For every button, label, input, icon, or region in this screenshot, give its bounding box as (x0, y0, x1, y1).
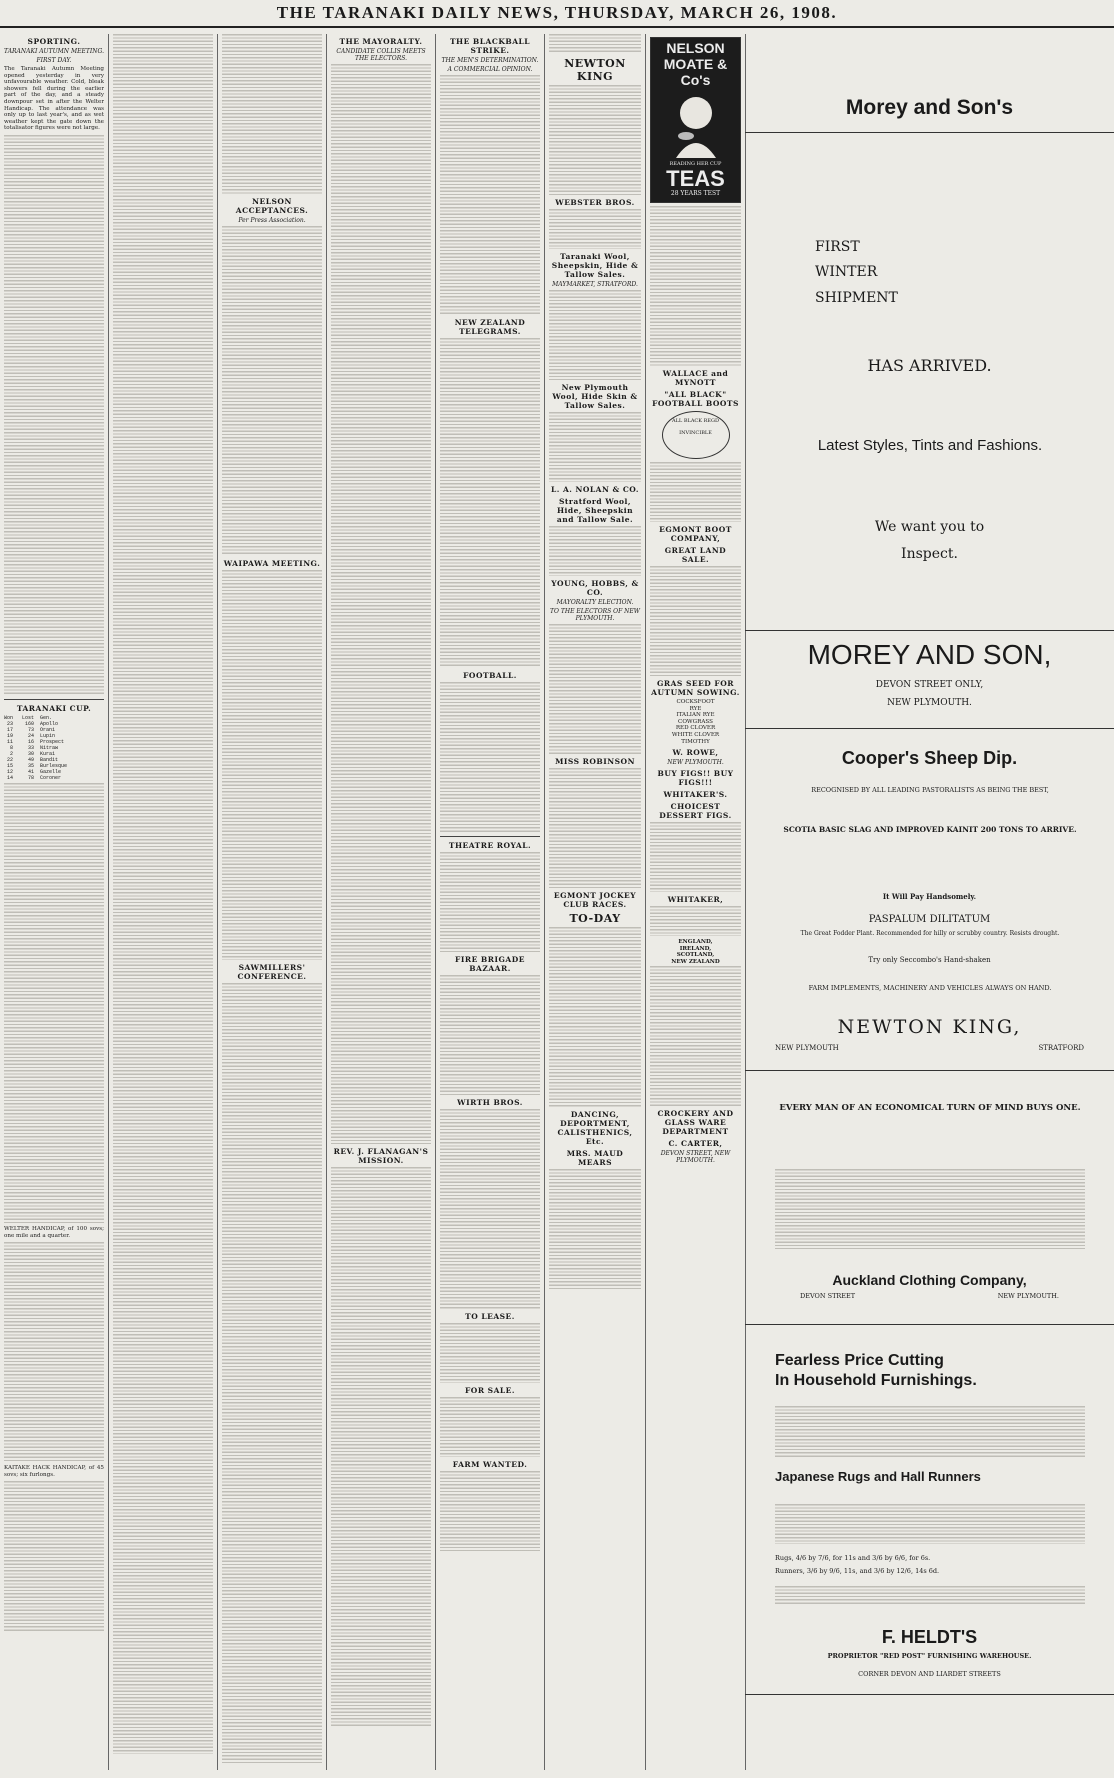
stratford-wool-heading: Stratford Wool, Hide, Sheepskin and Tallow Sale. (556, 497, 634, 524)
seed-item: RYE (689, 705, 702, 712)
day-label: FIRST DAY. (36, 57, 72, 64)
heldt-sub: PROPRIETOR "RED POST" FURNISHING WAREHOUSE. (827, 1652, 1032, 1660)
pays-line: It Will Pay Handsomely. (882, 892, 977, 901)
boot-text (650, 462, 741, 522)
scotia-line: SCOTIA BASIC SLAG AND IMPROVED KAINIT 200 TONS TO ARRIVE. (783, 825, 1077, 834)
column-mayoralty (331, 34, 431, 1770)
carter-heading: C. CARTER, (668, 1138, 723, 1148)
fodder-line: The Great Fodder Plant. Recommended for hilly or scrubby country. Resists drought. (800, 930, 1060, 937)
stratford-text (549, 526, 641, 576)
seed-item: ITALIAN RYE (676, 712, 715, 719)
nelson-heading: NELSON ACCEPTANCES. (235, 197, 309, 215)
country: SCOTLAND, (676, 952, 715, 959)
whitaker2: WHITAKER, (667, 895, 724, 905)
seed-item: WHITE CLOVER (671, 731, 720, 738)
country-list (650, 939, 741, 965)
divider (745, 630, 1114, 631)
divider (4, 699, 104, 700)
fire-heading: FIRE BRIGADE BAZAAR. (455, 955, 525, 973)
theatre-text (440, 852, 540, 952)
economical-text (775, 1169, 1085, 1249)
column-rule (108, 34, 109, 1770)
years-test: 28 YEARS TEST (670, 190, 721, 198)
mission-heading: REV. J. FLANAGAN'S MISSION. (333, 1147, 429, 1165)
seed-item: TIMOTHY (681, 738, 710, 745)
welter-heading: WELTER HANDICAP, of 100 sovs; one mile and a quarter. (4, 1225, 104, 1239)
waipawa-text (222, 570, 322, 960)
divider (745, 132, 1114, 133)
teas-label: TEAS (666, 166, 725, 192)
economical-line: EVERY MAN OF AN ECONOMICAL TURN OF MIND BUYS ONE. (779, 1103, 1081, 1113)
robinson-heading: MISS ROBINSON (555, 757, 635, 766)
lease-text (440, 1323, 540, 1383)
maymarket: MAYMARKET, STRATFORD. (552, 281, 638, 288)
divider (745, 1694, 1114, 1695)
kaitake-text (4, 1481, 104, 1631)
race-results-text (4, 135, 104, 695)
column-rule (645, 34, 646, 1770)
morey-son: MOREY AND SON, (807, 639, 1052, 670)
household-heading: In Household Furnishings. (775, 1372, 977, 1389)
cooper-heading: Cooper's Sheep Dip. (841, 748, 1018, 768)
masthead-title: THE TARANAKI DAILY NEWS, THURSDAY, MARCH 26, 1908. (276, 3, 838, 22)
mayoralty-heading: THE MAYORALTY. (339, 37, 423, 46)
country: ENGLAND, (678, 939, 713, 946)
egmont-heading: EGMONT BOOT COMPANY, (659, 525, 732, 543)
sawmillers-text (222, 983, 322, 1763)
np-wool-text (549, 412, 641, 482)
column-rule (435, 34, 436, 1770)
sporting-lead: The Taranaki Autumn Meeting opened yesterday in very unfavourable weather. Cold, bleak showers fell during the earlier part of the day, and a steady downpour set in after the Welter Handicap. The attendance was only up to last year's, and as wet weather kept the gate down the totalisator figures were not large. (4, 66, 104, 132)
corner-line: CORNER DEVON AND LIARDET STREETS (858, 1670, 1001, 1678)
nk-stratford: STRATFORD (1038, 1044, 1084, 1052)
figs-text (650, 822, 741, 892)
column-rule (217, 34, 218, 1770)
shipment-word: SHIPMENT (815, 290, 898, 306)
webster-heading: WEBSTER BROS. (555, 198, 635, 207)
wirth-heading: WIRTH BROS. (457, 1098, 523, 1107)
column-text (222, 34, 322, 194)
divider (745, 1324, 1114, 1325)
newton-king-big: NEWTON KING, (837, 1016, 1022, 1038)
rowe-location: NEW PLYMOUTH. (667, 759, 724, 767)
telegrams-heading: NEW ZEALAND TELEGRAMS. (454, 318, 526, 336)
press-assoc: Per Press Association. (238, 217, 306, 224)
furnishings-text (775, 1406, 1085, 1458)
country: IRELAND, (679, 945, 712, 952)
np-line: NEW PLYMOUTH. (887, 698, 972, 708)
runners-price: Runners, 3/6 by 9/6, 11s, and 3/6 by 12/6, 14s 6d. (775, 1567, 940, 1575)
inspect-line: Inspect. (901, 546, 958, 562)
blackball-sub2: A COMMERCIAL OPINION. (447, 66, 533, 73)
nelson-ad-title: NELSON MOATE & Co's (663, 40, 728, 88)
sawmillers-heading: SAWMILLERS' CONFERENCE. (237, 963, 307, 981)
whitaker-text (650, 906, 741, 936)
electors-text (549, 624, 641, 754)
electors-heading: TO THE ELECTORS OF NEW PLYMOUTH. (550, 608, 640, 622)
blackball-heading: THE BLACKBALL STRIKE. (449, 37, 531, 55)
mayoralty-text (331, 64, 431, 1144)
all-black-badge (662, 411, 730, 459)
morey-title: Morey and Son's (845, 96, 1014, 119)
racing-text (113, 34, 213, 1754)
badge-text: ALL BLACK REGD INVINCIBLE (671, 418, 719, 436)
seed-item: COWGRASS (678, 718, 713, 725)
football-text (440, 682, 540, 832)
dessert-figs: CHOICEST DESSERT FIGS. (659, 802, 732, 821)
recognised-line: RECOGNISED BY ALL LEADING PASTORALISTS AS BEING THE BEST, (811, 786, 1049, 794)
young-heading: YOUNG, HOBBS, & CO. (551, 579, 639, 597)
rugs-price: Rugs, 4/6 by 7/6, for 11s and 3/6 by 6/6, for 6s. (775, 1554, 931, 1562)
sporting-heading: SPORTING. (27, 37, 81, 46)
rugs-text (775, 1504, 1085, 1544)
rowe-heading: W. ROWE, (672, 748, 719, 758)
first-word: FIRST (815, 239, 860, 255)
auckland-np: NEW PLYMOUTH. (997, 1292, 1059, 1300)
seccombo-line: Try only Seccombo's Hand-shaken (868, 956, 991, 964)
want-line: We want you to (874, 519, 985, 535)
paspalum-heading: PASPALUM DILITATUM (868, 914, 991, 925)
column-racing-2 (113, 34, 213, 1770)
nelson-text (222, 226, 322, 556)
football-heading: FOOTBALL. (463, 671, 517, 680)
dancing-heading: DANCING, DEPORTMENT, CALISTHENICS, Etc. (557, 1110, 633, 1146)
today-heading: TO-DAY (569, 912, 621, 925)
masthead (0, 0, 1114, 28)
column-news-3 (222, 34, 322, 1770)
carter-location: DEVON STREET, NEW PLYMOUTH. (660, 1149, 731, 1164)
figs-heading: BUY FIGS!! BUY FIGS!!! (657, 769, 734, 788)
newton-king-heading: NEWTON KING (564, 57, 626, 83)
japanese-heading: Japanese Rugs and Hall Runners (775, 1469, 981, 1484)
sale-heading: FOR SALE. (464, 1386, 516, 1395)
crockery-heading: CROCKERY AND GLASS WARE DEPARTMENT (657, 1108, 734, 1136)
small-ads-text (650, 206, 741, 366)
mayoral-heading: MAYORALTY ELECTION. (556, 599, 634, 606)
nelson-moate-ad (650, 37, 741, 203)
wool-heading: Taranaki Wool, Sheepskin, Hide & Tallow Sales. (551, 252, 639, 279)
column-sporting (4, 34, 104, 1770)
farm-text (440, 1471, 540, 1551)
all-black-heading: "ALL BLACK" FOOTBALL BOOTS (652, 390, 739, 408)
meeting-title: TARANAKI AUTUMN MEETING. (4, 48, 104, 55)
newton-text (549, 85, 641, 195)
blackball-sub: THE MEN'S DETERMINATION. (441, 57, 539, 64)
farm-heading: FARM WANTED. (452, 1460, 528, 1469)
column-ads-6 (549, 34, 641, 1770)
mayoralty-sub: CANDIDATE COLLIS MEETS THE ELECTORS. (336, 48, 426, 62)
land-sale-heading: GREAT LAND SALE. (664, 546, 727, 564)
country: NEW ZEALAND (671, 958, 720, 965)
nolan-heading: L. A. NOLAN & CO. (550, 485, 640, 494)
lease-heading: TO LEASE. (465, 1312, 515, 1321)
grass-seed-heading: GRAS SEED FOR AUTUMN SOWING. (651, 679, 740, 697)
import-text (650, 966, 741, 1106)
column-display-ads (745, 34, 1114, 1770)
wool-text (549, 290, 641, 380)
wallace-heading: WALLACE and MYNOTT (662, 369, 729, 387)
mears-heading: MRS. MAUD MEARS (566, 1149, 624, 1167)
whitaker-heading: WHITAKER'S. (663, 790, 728, 800)
np-wool-heading: New Plymouth Wool, Hide Skin & Tallow Sales. (552, 383, 638, 410)
column-blackball (440, 34, 540, 1770)
column-rule (544, 34, 545, 1770)
seed-item: RED CLOVER (675, 725, 716, 732)
jockey-text (549, 927, 641, 1107)
sale-text (440, 1397, 540, 1457)
auckland-devon: DEVON STREET (800, 1292, 856, 1300)
divider (745, 728, 1114, 729)
ad-text (549, 34, 641, 54)
auckland-heading: Auckland Clothing Company, (832, 1272, 1027, 1288)
wirth-text (440, 1109, 540, 1309)
tea-lady-illustration (656, 88, 736, 158)
nk-newplymouth: NEW PLYMOUTH (775, 1044, 839, 1052)
heldt-heading: F. HELDT'S (881, 1627, 978, 1647)
land-sale-text (650, 566, 741, 676)
fire-text (440, 975, 540, 1095)
reading-cup: READING HER CUP (669, 160, 722, 167)
webster-text (549, 209, 641, 249)
seed-list (650, 699, 741, 745)
devon-only: DEVON STREET ONLY, (875, 680, 984, 690)
seed-item: COCKSFOOT (676, 699, 715, 705)
fearless-heading: Fearless Price Cutting (775, 1352, 944, 1369)
carpets-text (775, 1586, 1085, 1604)
welter-text (4, 1242, 104, 1462)
divider (440, 836, 540, 837)
farm-implements: FARM IMPLEMENTS, MACHINERY AND VEHICLES ALWAYS ON HAND. (808, 984, 1052, 992)
robinson-text (549, 768, 641, 888)
waipawa-heading: WAIPAWA MEETING. (223, 559, 321, 568)
telegrams-text (440, 338, 540, 668)
latest-styles: Latest Styles, Tints and Fashions. (817, 437, 1043, 454)
column-rule (326, 34, 327, 1770)
column-ads-7 (650, 34, 741, 1770)
dancing-text (549, 1169, 641, 1289)
winter-word: WINTER (815, 264, 878, 280)
arrived-line: HAS ARRIVED. (867, 356, 992, 375)
tote-table-heading: TARANAKI CUP. (16, 703, 92, 713)
mission-text (331, 1167, 431, 1727)
theatre-heading: THEATRE ROYAL. (448, 841, 532, 850)
divider (745, 1070, 1114, 1071)
tote-table: Won Lost Gen. 23 160 Apollo 17 73 Orani 19 24 Lupin 11 16 Prospect 8 33 Nitraw 2 30 Kurai 22 49 Bandit 15 35 Burlesque 12 41 Gazelle 14 78 Coroner (4, 714, 68, 781)
results-text (4, 783, 104, 1223)
jockey-heading: EGMONT JOCKEY CLUB RACES. (553, 891, 637, 909)
kaitake-heading: KAITAKE HACK HANDICAP, of 45 sovs; six furlongs. (4, 1465, 104, 1478)
blackball-text (440, 75, 540, 315)
